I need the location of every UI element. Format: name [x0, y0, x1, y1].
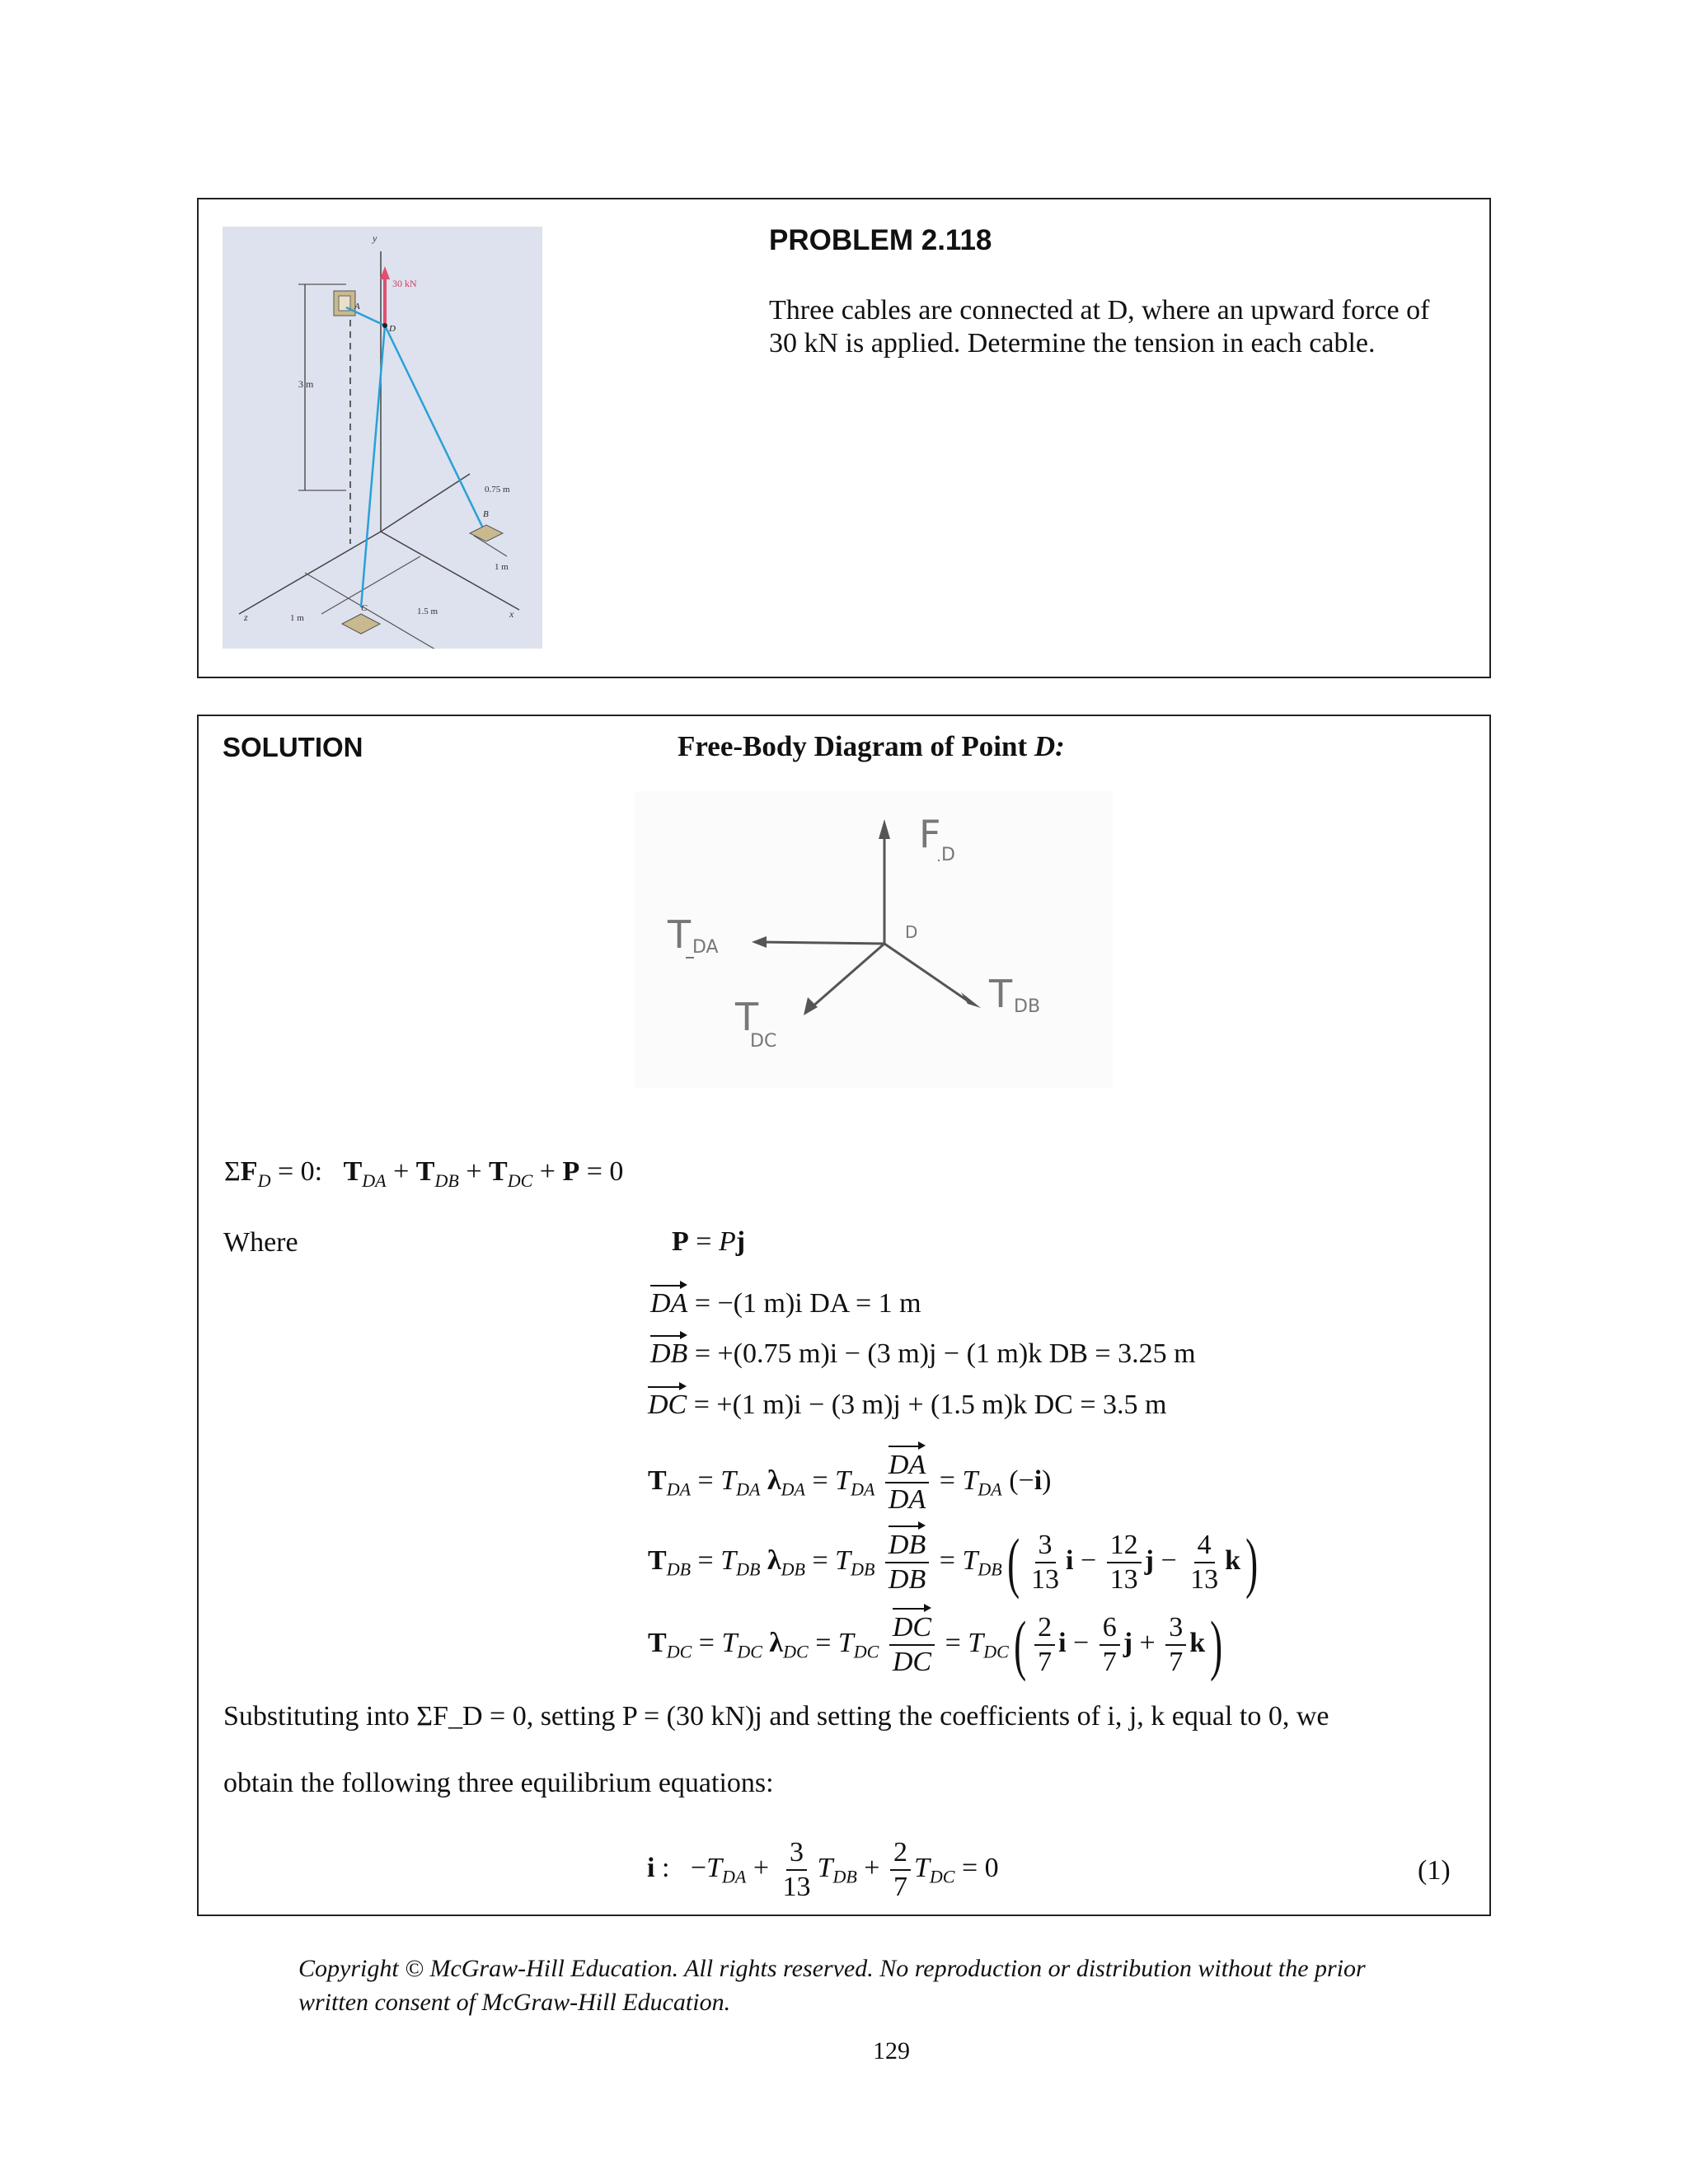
dim-15m-label: 1.5 m — [417, 607, 438, 616]
vector-da: DA = −(1 m)i DA = 1 m — [650, 1288, 921, 1319]
vector-dc: DC = +(1 m)i − (3 m)j + (1.5 m)k DC = 3.5 m — [648, 1390, 1167, 1420]
tension-dc-equation: $T_{DC} = T_{DC}$ $\lambda_{DC} = T_{DC}$ $\frac{DC}{DC}$ = $T_{DC}$( $\frac{2}{7}$ i − $\frac{6}{7}$ j + $\frac{3}{7}$ k) — [648, 1607, 1223, 1682]
substituting-line1: Substituting into ΣF_D = 0, setting P = (30 kN)j and setting the coefficients of i, j, k equal to 0, we — [223, 1701, 1329, 1732]
page-number: 129 — [873, 2037, 910, 2064]
fbd-point-label: D — [905, 922, 918, 942]
fbd-fd-sub: D — [941, 845, 955, 865]
equation-number: (1) — [1418, 1855, 1451, 1886]
tension-da-equation: $T_{DA} = T_{DA}$ $\lambda_{DA} = T_{DA}$ $\frac{DA}{DA}$ = $T_{DA}$ (−i) — [648, 1450, 1052, 1515]
dim-3m-label: 3 m — [298, 378, 314, 390]
fbd-tdc-label: T — [735, 995, 759, 1039]
problem-statement-line1: Three cables are connected at D, where an upward force of — [769, 295, 1430, 326]
problem-title: PROBLEM 2.118 — [769, 224, 992, 256]
point-c-label: C — [361, 603, 368, 613]
free-body-diagram — [635, 791, 1113, 1088]
vector-da-rest: = −(1 m)i DA = 1 m — [687, 1288, 921, 1319]
vector-dc-rest: = +(1 m)i − (3 m)j + (1.5 m)k DC = 3.5 m — [687, 1390, 1167, 1420]
copyright-line1: Copyright © McGraw-Hill Education. All rights reserved. No reproduction or distribution without the prior — [298, 1955, 1366, 1982]
dim-1m-c-label: 1 m — [290, 613, 304, 623]
fbd-fd-label: F — [919, 812, 941, 856]
problem-figure — [223, 227, 542, 649]
fbd-tdb-label: T — [989, 972, 1013, 1016]
tension-db-equation: $T_{DB} = T_{DB}$ $\lambda_{DB} = T_{DB}$ $\frac{DB}{DB}$ = $T_{DB}$( $\frac{3}{13}$ i − $\frac{12}{13}$ j − $\frac{4}{13}$ k) — [648, 1525, 1259, 1600]
dim-1m-b-label: 1 m — [495, 562, 509, 572]
axis-x-label: x — [509, 608, 514, 620]
point-b-label: B — [483, 509, 489, 519]
solution-label: SOLUTION — [223, 732, 363, 762]
p-definition: P = Pj — [672, 1226, 746, 1257]
fbd-title — [678, 730, 1065, 763]
equation-i-component: i : $-T_{DA}$ + $\frac{3}{13}$ $T_{DB}$ + $\frac{2}{7}$ $T_{DC} = 0$ — [647, 1837, 999, 1902]
fbd-title-prefix: Free-Body Diagram of Point — [678, 730, 1034, 762]
fbd-tdb-sub: DB — [1014, 996, 1041, 1017]
equilibrium-sum-equation: $\Sigma F_D = 0$: $T_{DA} + T_{DB} + T_{DC} + P = 0$ — [224, 1156, 624, 1191]
dim-075m-label: 0.75 m — [485, 485, 510, 494]
fbd-tda-label: T — [668, 912, 692, 957]
point-a-label: A — [354, 302, 360, 312]
force-label: 30 kN — [392, 278, 417, 289]
copyright-line2: written consent of McGraw-Hill Education. — [298, 1989, 731, 2016]
fbd-tdc-sub: DC — [750, 1031, 777, 1052]
fbd-title-point: D: — [1034, 730, 1065, 762]
problem-statement-line2: 30 kN is applied. Determine the tension in each cable. — [769, 328, 1376, 359]
point-d-label: D — [389, 324, 396, 334]
where-label: Where — [223, 1227, 298, 1258]
vector-db: DB = +(0.75 m)i − (3 m)j − (1 m)k DB = 3.25 m — [650, 1338, 1196, 1369]
vector-db-rest: = +(0.75 m)i − (3 m)j − (1 m)k DB = 3.25 m — [687, 1338, 1196, 1369]
axis-z-label: z — [244, 612, 248, 623]
axis-y-label: y — [373, 232, 377, 244]
fbd-tda-sub: DA — [692, 937, 719, 958]
substituting-line2: obtain the following three equilibrium equations: — [223, 1768, 774, 1798]
